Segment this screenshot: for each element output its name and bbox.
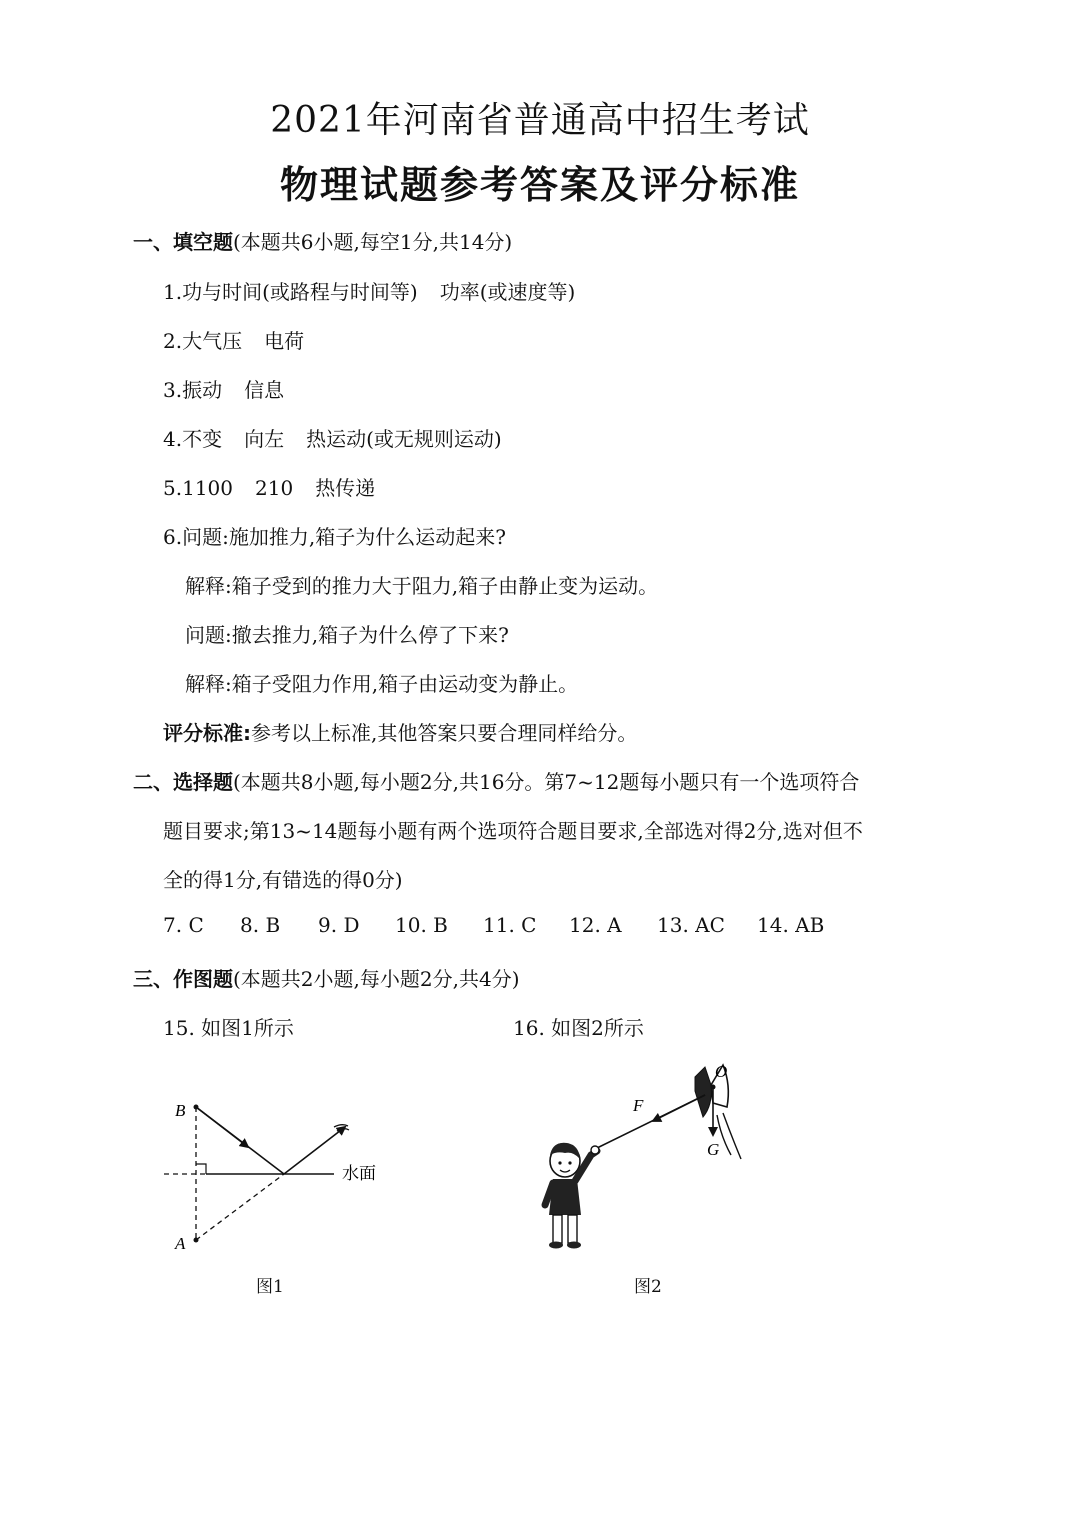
answer-item-6-question-1	[163, 521, 506, 550]
answer-item-2	[163, 325, 304, 354]
label-b: B	[175, 1101, 186, 1120]
answer-item-5	[163, 472, 375, 501]
section2-header	[133, 766, 859, 795]
answer-part: 不变	[182, 427, 223, 451]
answer-item-4	[163, 423, 502, 452]
answer-item-6-explanation-1: 解释:箱子受到的推力大于阻力,箱子由静止变为运动。	[185, 574, 659, 598]
answer-part: 210	[255, 476, 294, 500]
question-16-label: 16. 如图2所示	[513, 1016, 644, 1040]
section1-header	[133, 226, 512, 255]
incident-ray-arrow	[196, 1107, 248, 1147]
point-o	[711, 1085, 716, 1090]
force-f-arrow	[653, 1095, 705, 1121]
section3-note: (本题共2小题,每小题2分,共4分)	[233, 967, 520, 991]
answer-part: 电荷	[264, 329, 305, 353]
section3-header	[133, 963, 520, 992]
section2-note-line2: 题目要求;第13~14题每小题有两个选项符合题目要求,全部选对得2分,选对但不	[163, 819, 863, 843]
answer-part: 热传递	[315, 476, 376, 500]
answer-part: 热运动(或无规则运动)	[306, 427, 502, 451]
page-title: 2021年河南省普通高中招生考试	[270, 100, 810, 141]
answer-part: 大气压	[182, 329, 243, 353]
figure-2-kite-diagram	[535, 1055, 755, 1255]
scoring-label: 评分标准:	[163, 721, 251, 745]
answer-item-1	[163, 276, 575, 305]
choice-answer: 8. B	[240, 913, 281, 937]
scoring-standard	[163, 717, 637, 746]
section2-note-line1: (本题共8小题,每小题2分,共16分。第7~12题每小题只有一个选项符合	[233, 770, 860, 794]
answer-part: 问题:施加推力,箱子为什么运动起来?	[182, 525, 506, 549]
reflected-ray	[284, 1127, 345, 1174]
answer-part: 功与时间(或路程与时间等)	[182, 280, 418, 304]
boy-figure-icon	[545, 1143, 599, 1249]
answer-part: 功率(或速度等)	[439, 280, 576, 304]
item-number: 2.	[163, 329, 183, 353]
point-b	[194, 1105, 199, 1110]
answer-part: 振动	[182, 378, 223, 402]
figure-1-caption: 图1	[256, 1277, 284, 1297]
figure-2-caption: 图2	[634, 1277, 662, 1297]
section2-note-line3: 全的得1分,有错选的得0分)	[163, 868, 403, 892]
choice-answer: 14. AB	[757, 913, 825, 937]
item-number: 3.	[163, 378, 183, 402]
answer-part: 信息	[244, 378, 285, 402]
item-number: 5.	[163, 476, 183, 500]
section1-heading: 一、填空题	[133, 230, 233, 254]
answer-item-6-question-2: 问题:撤去推力,箱子为什么停了下来?	[185, 623, 509, 647]
point-a	[194, 1238, 199, 1243]
label-f: F	[633, 1096, 644, 1115]
right-angle-mark	[196, 1164, 206, 1174]
answer-item-6-explanation-2: 解释:箱子受阻力作用,箱子由运动变为静止。	[185, 672, 579, 696]
choice-answer: 11. C	[483, 913, 537, 937]
section3-heading: 三、作图题	[133, 967, 233, 991]
answer-item-3	[163, 374, 284, 403]
choice-answer: 13. AC	[657, 913, 725, 937]
item-number: 6.	[163, 525, 183, 549]
question-15-label: 15. 如图1所示	[163, 1016, 294, 1040]
label-a: A	[175, 1234, 186, 1253]
virtual-ray-dashed	[196, 1174, 284, 1240]
choice-answer: 12. A	[569, 913, 622, 937]
scoring-text: 参考以上标准,其他答案只要合理同样给分。	[251, 721, 638, 745]
choice-answer: 7. C	[163, 913, 204, 937]
section1-note: (本题共6小题,每空1分,共14分)	[233, 230, 513, 254]
answer-part: 1100	[182, 476, 233, 500]
choice-answer: 9. D	[318, 913, 360, 937]
item-number: 1.	[163, 280, 183, 304]
answer-part: 向左	[244, 427, 285, 451]
item-number: 4.	[163, 427, 183, 451]
label-water-surface: 水面	[342, 1164, 376, 1184]
choice-answer: 10. B	[395, 913, 448, 937]
label-o: O	[715, 1062, 728, 1081]
figure-1-reflection-diagram	[150, 1085, 410, 1260]
label-g: G	[707, 1140, 720, 1159]
eye-icon	[334, 1125, 348, 1127]
section2-heading: 二、选择题	[133, 770, 233, 794]
page-subtitle: 物理试题参考答案及评分标准	[279, 163, 800, 207]
